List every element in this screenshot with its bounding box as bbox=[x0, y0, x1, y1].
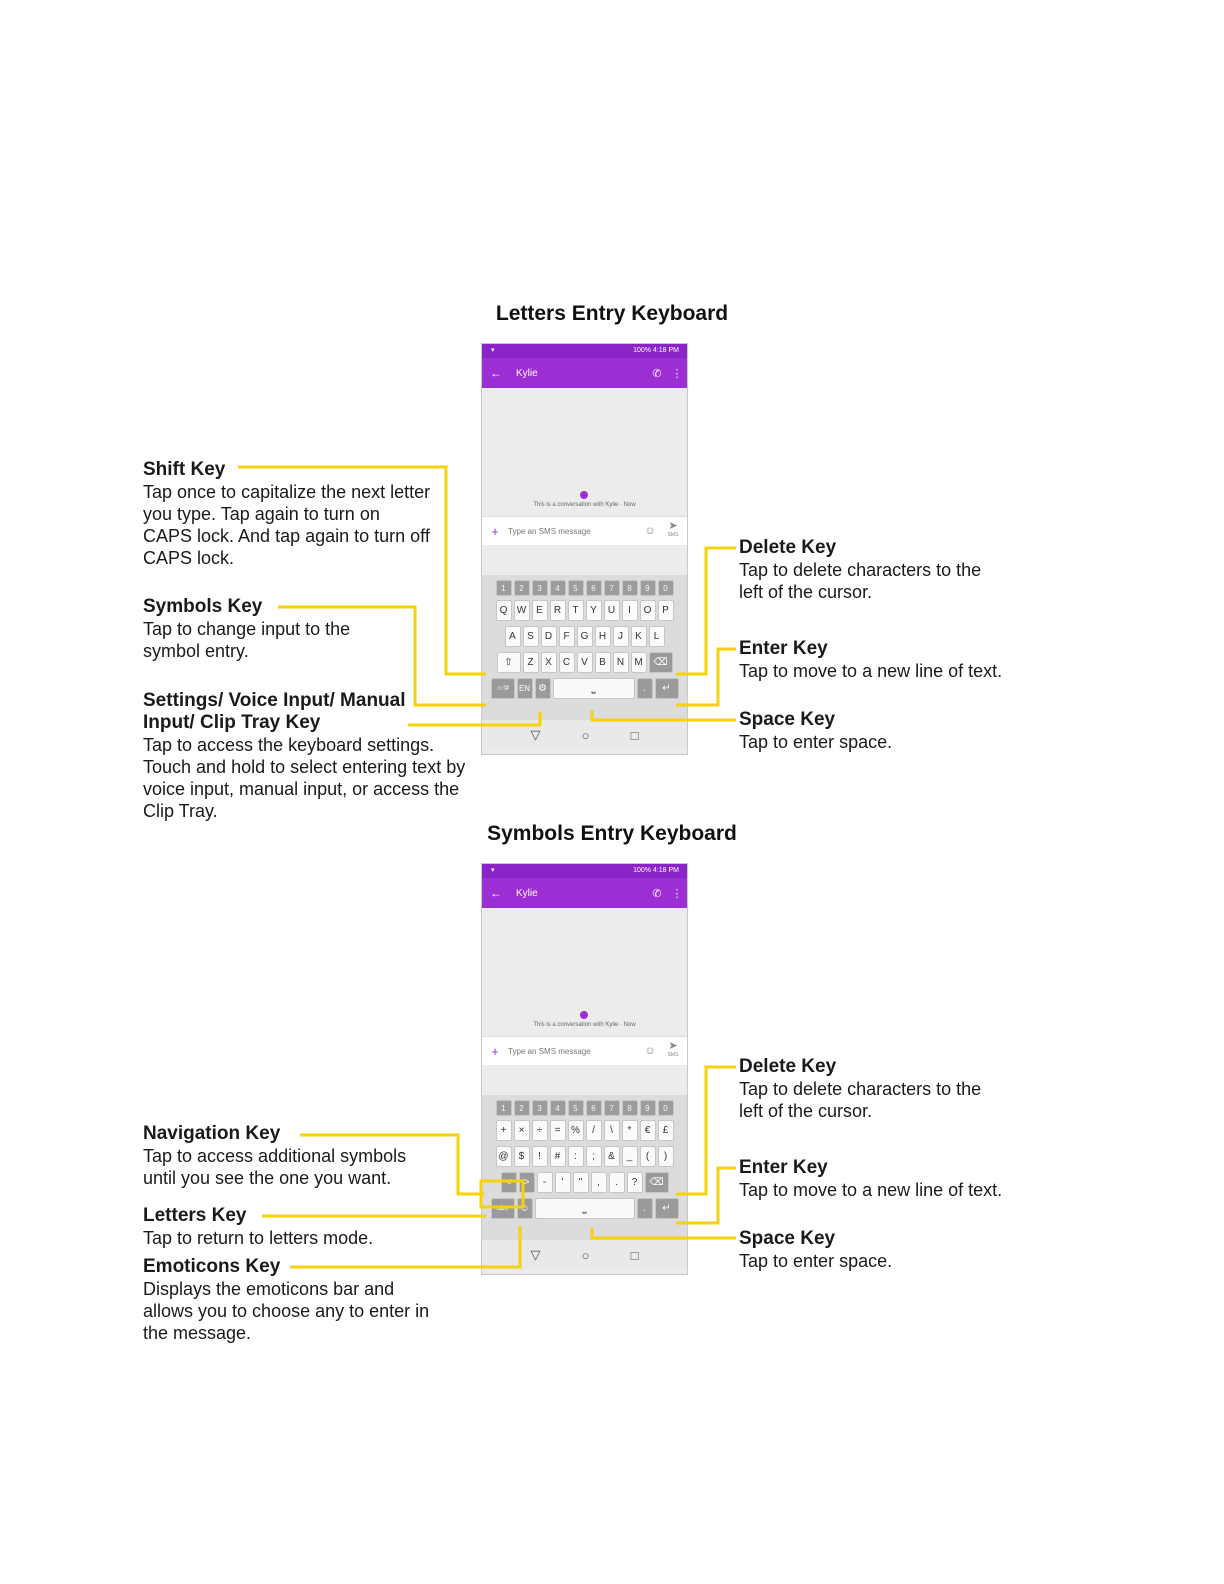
key[interactable]: X bbox=[541, 652, 557, 673]
settings-key-callout bbox=[143, 690, 478, 822]
enter-key-callout bbox=[739, 1157, 1059, 1201]
key[interactable]: V bbox=[577, 652, 593, 673]
plus-icon[interactable]: + bbox=[491, 523, 499, 539]
callout-title: Delete Key bbox=[739, 1056, 837, 1077]
key[interactable]: ' bbox=[555, 1172, 571, 1193]
callout-title: Shift Key bbox=[143, 459, 226, 480]
key[interactable]: 6 bbox=[586, 1100, 602, 1116]
app-bar bbox=[482, 358, 687, 388]
key[interactable]: 8 bbox=[622, 1100, 638, 1116]
key[interactable]: 9 bbox=[640, 580, 656, 596]
key[interactable]: 2 bbox=[514, 580, 530, 596]
key[interactable]: & bbox=[604, 1146, 620, 1167]
conversation-note: This is a conversation with Kylie · Now bbox=[533, 1022, 636, 1028]
wifi-icon: ▾ bbox=[491, 867, 495, 874]
delete-key[interactable]: ⌫ bbox=[649, 652, 673, 673]
callout-description: Tap to delete characters to the left of the cursor. bbox=[739, 1079, 982, 1121]
period-key[interactable]: . bbox=[637, 678, 653, 699]
emoticon-key[interactable]: ☺ bbox=[517, 1198, 533, 1219]
key[interactable]: G bbox=[577, 626, 593, 647]
key[interactable]: ! bbox=[532, 1146, 548, 1167]
enter-key[interactable]: ↵ bbox=[655, 678, 679, 699]
settings-key[interactable]: ⚙ bbox=[535, 678, 551, 699]
delete-key-callout bbox=[739, 537, 999, 603]
key[interactable]: H bbox=[595, 626, 611, 647]
contact-name: Kylie bbox=[516, 887, 538, 899]
key[interactable]: 1 bbox=[496, 1100, 512, 1116]
message-bar bbox=[482, 1036, 687, 1065]
key[interactable]: 3 bbox=[532, 1100, 548, 1116]
key[interactable]: ; bbox=[586, 1146, 602, 1167]
key[interactable]: \ bbox=[604, 1120, 620, 1141]
triangle-back-icon[interactable]: ▽ bbox=[530, 1247, 541, 1262]
key[interactable]: I bbox=[622, 600, 638, 621]
circle-home-icon[interactable]: ○ bbox=[581, 1247, 590, 1263]
key[interactable]: F bbox=[559, 626, 575, 647]
message-bar bbox=[482, 516, 687, 545]
square-recent-icon[interactable]: □ bbox=[630, 727, 639, 743]
key[interactable]: K bbox=[631, 626, 647, 647]
language-key[interactable]: EN bbox=[517, 678, 533, 699]
status-text: 100% 4:18 PM bbox=[633, 347, 679, 354]
nav-right-key[interactable]: > bbox=[519, 1172, 535, 1193]
symbols-phone-screenshot bbox=[481, 863, 688, 1275]
key[interactable]: ( bbox=[640, 1146, 656, 1167]
smiley-icon[interactable]: ☺ bbox=[644, 1045, 656, 1057]
triangle-back-icon[interactable]: ▽ bbox=[530, 727, 541, 742]
key[interactable]: E bbox=[532, 600, 548, 621]
key[interactable]: . bbox=[609, 1172, 625, 1193]
key[interactable]: 0 bbox=[658, 1100, 674, 1116]
nav-left-key[interactable]: < bbox=[501, 1172, 517, 1193]
space-key-callout bbox=[739, 709, 999, 753]
key[interactable]: ? bbox=[627, 1172, 643, 1193]
callout-description: Tap once to capitalize the next letter you type. Tap again to turn on CAPS lock. And tap again to turn off CAPS lock. bbox=[143, 482, 431, 568]
callout-title: Navigation Key bbox=[143, 1123, 281, 1144]
key[interactable]: % bbox=[568, 1120, 584, 1141]
letters-key[interactable]: abc bbox=[491, 1198, 515, 1219]
send-label: SMS bbox=[667, 532, 679, 538]
back-arrow-icon[interactable]: ← bbox=[490, 886, 502, 900]
key[interactable]: J bbox=[613, 626, 629, 647]
key[interactable]: + bbox=[496, 1120, 512, 1141]
key[interactable]: @ bbox=[496, 1146, 512, 1167]
key[interactable]: Z bbox=[523, 652, 539, 673]
contact-name: Kylie bbox=[516, 367, 538, 379]
more-vertical-icon[interactable]: ⋮ bbox=[671, 887, 683, 900]
key[interactable]: B bbox=[595, 652, 611, 673]
key[interactable]: , bbox=[591, 1172, 607, 1193]
key[interactable]: 7 bbox=[604, 1100, 620, 1116]
callout-description: Tap to change input to the symbol entry. bbox=[143, 619, 351, 661]
letters-phone-screenshot bbox=[481, 343, 688, 755]
callout-title: Delete Key bbox=[739, 537, 837, 558]
key[interactable]: " bbox=[573, 1172, 589, 1193]
key[interactable]: W bbox=[514, 600, 530, 621]
status-bar bbox=[482, 344, 687, 358]
status-bar bbox=[482, 864, 687, 878]
key[interactable]: 4 bbox=[550, 580, 566, 596]
app-bar bbox=[482, 878, 687, 908]
callout-title: Space Key bbox=[739, 709, 836, 730]
key[interactable]: 6 bbox=[586, 580, 602, 596]
key[interactable]: P bbox=[658, 600, 674, 621]
letters-keyboard-heading: Letters Entry Keyboard bbox=[495, 302, 729, 325]
contact-avatar bbox=[580, 1011, 588, 1019]
conversation-area bbox=[482, 388, 687, 516]
key[interactable]: 4 bbox=[550, 1100, 566, 1116]
key[interactable]: N bbox=[613, 652, 629, 673]
key[interactable]: $ bbox=[514, 1146, 530, 1167]
callout-description: Tap to access additional symbols until you see the one you want. bbox=[143, 1146, 407, 1188]
key[interactable]: R bbox=[550, 600, 566, 621]
conversation-area bbox=[482, 908, 687, 1036]
key[interactable]: 9 bbox=[640, 1100, 656, 1116]
callout-title: Emoticons Key bbox=[143, 1256, 281, 1277]
wifi-icon: ▾ bbox=[491, 347, 495, 354]
key[interactable]: / bbox=[586, 1120, 602, 1141]
smiley-icon[interactable]: ☺ bbox=[644, 525, 656, 537]
key[interactable]: 1 bbox=[496, 580, 512, 596]
key[interactable]: 8 bbox=[622, 580, 638, 596]
back-arrow-icon[interactable]: ← bbox=[490, 366, 502, 380]
more-vertical-icon[interactable]: ⋮ bbox=[671, 367, 683, 380]
shift-key[interactable]: ⇧ bbox=[497, 652, 521, 673]
key[interactable]: 7 bbox=[604, 580, 620, 596]
send-icon[interactable]: ➤ SMS bbox=[659, 1042, 687, 1060]
callout-description: Tap to delete characters to the left of the cursor. bbox=[739, 560, 982, 602]
callout-title: Enter Key bbox=[739, 1157, 828, 1178]
callout-description: Tap to move to a new line of text. bbox=[739, 661, 1003, 681]
space-key[interactable]: ⎵ bbox=[553, 678, 635, 699]
send-icon[interactable]: ➤ SMS bbox=[659, 522, 687, 540]
key[interactable]: Q bbox=[496, 600, 512, 621]
space-key[interactable]: ⎵ bbox=[535, 1198, 635, 1219]
key[interactable]: T bbox=[568, 600, 584, 621]
message-input[interactable]: Type an SMS message bbox=[508, 1046, 591, 1056]
period-key[interactable]: . bbox=[637, 1198, 653, 1219]
key[interactable]: 2 bbox=[514, 1100, 530, 1116]
key[interactable]: 3 bbox=[532, 580, 548, 596]
callout-title: Enter Key bbox=[739, 638, 828, 659]
key[interactable]: D bbox=[541, 626, 557, 647]
symbols-key-callout bbox=[143, 596, 403, 662]
key[interactable]: ÷ bbox=[532, 1120, 548, 1141]
shift-key-callout bbox=[143, 459, 433, 569]
key[interactable]: € bbox=[640, 1120, 656, 1141]
key[interactable]: M bbox=[631, 652, 647, 673]
callout-title: Symbols Key bbox=[143, 596, 263, 617]
system-nav-bar bbox=[482, 1240, 687, 1270]
callout-title: Space Key bbox=[739, 1228, 836, 1249]
symbols-keyboard-heading: Symbols Entry Keyboard bbox=[487, 822, 737, 845]
contact-avatar bbox=[580, 491, 588, 499]
send-label: SMS bbox=[667, 1052, 679, 1058]
conversation-note: This is a conversation with Kylie · Now bbox=[533, 502, 636, 508]
key[interactable]: # bbox=[550, 1146, 566, 1167]
key[interactable]: S bbox=[523, 626, 539, 647]
key[interactable]: : bbox=[568, 1146, 584, 1167]
key[interactable]: 0 bbox=[658, 580, 674, 596]
key[interactable]: U bbox=[604, 600, 620, 621]
callout-description: Tap to access the keyboard settings. Touch and hold to select entering text by voice input, manual input, or access the Clip Tray. bbox=[143, 735, 466, 821]
key[interactable]: Y bbox=[586, 600, 602, 621]
delete-key[interactable]: ⌫ bbox=[645, 1172, 669, 1193]
key[interactable]: A bbox=[505, 626, 521, 647]
key[interactable]: ) bbox=[658, 1146, 674, 1167]
phone-icon[interactable]: ✆ bbox=[652, 367, 662, 380]
delete-key-callout bbox=[739, 1056, 999, 1122]
callout-description: Tap to return to letters mode. bbox=[143, 1228, 374, 1248]
navigation-key-callout bbox=[143, 1123, 443, 1189]
system-nav-bar bbox=[482, 720, 687, 750]
plus-icon[interactable]: + bbox=[491, 1043, 499, 1059]
key[interactable]: O bbox=[640, 600, 656, 621]
callout-title: Settings/ Voice Input/ Manual Input/ Clip Tray Key bbox=[143, 690, 406, 733]
letters-keyboard bbox=[482, 575, 687, 720]
phone-icon[interactable]: ✆ bbox=[652, 887, 662, 900]
square-recent-icon[interactable]: □ bbox=[630, 1247, 639, 1263]
callout-description: Tap to move to a new line of text. bbox=[739, 1180, 1003, 1200]
key[interactable]: - bbox=[537, 1172, 553, 1193]
key[interactable]: C bbox=[559, 652, 575, 673]
callout-description: Displays the emoticons bar and allows you to choose any to enter in the message. bbox=[143, 1279, 430, 1343]
key[interactable]: L bbox=[649, 626, 665, 647]
callout-description: Tap to enter space. bbox=[739, 732, 893, 752]
key[interactable]: = bbox=[550, 1120, 566, 1141]
key[interactable]: 5 bbox=[568, 580, 584, 596]
emoticons-key-callout bbox=[143, 1256, 438, 1344]
callout-description: Tap to enter space. bbox=[739, 1251, 893, 1271]
key[interactable]: £ bbox=[658, 1120, 674, 1141]
letters-key-callout bbox=[143, 1205, 443, 1249]
message-input[interactable]: Type an SMS message bbox=[508, 526, 591, 536]
key[interactable]: 5 bbox=[568, 1100, 584, 1116]
key[interactable]: _ bbox=[622, 1146, 638, 1167]
status-text: 100% 4:18 PM bbox=[633, 867, 679, 874]
key[interactable]: * bbox=[622, 1120, 638, 1141]
symbols-key[interactable]: ☺!# bbox=[491, 678, 515, 699]
enter-key[interactable]: ↵ bbox=[655, 1198, 679, 1219]
callout-title: Letters Key bbox=[143, 1205, 247, 1226]
symbols-keyboard bbox=[482, 1095, 687, 1240]
circle-home-icon[interactable]: ○ bbox=[581, 727, 590, 743]
enter-key-callout bbox=[739, 638, 1059, 682]
space-key-callout bbox=[739, 1228, 999, 1272]
key[interactable]: × bbox=[514, 1120, 530, 1141]
